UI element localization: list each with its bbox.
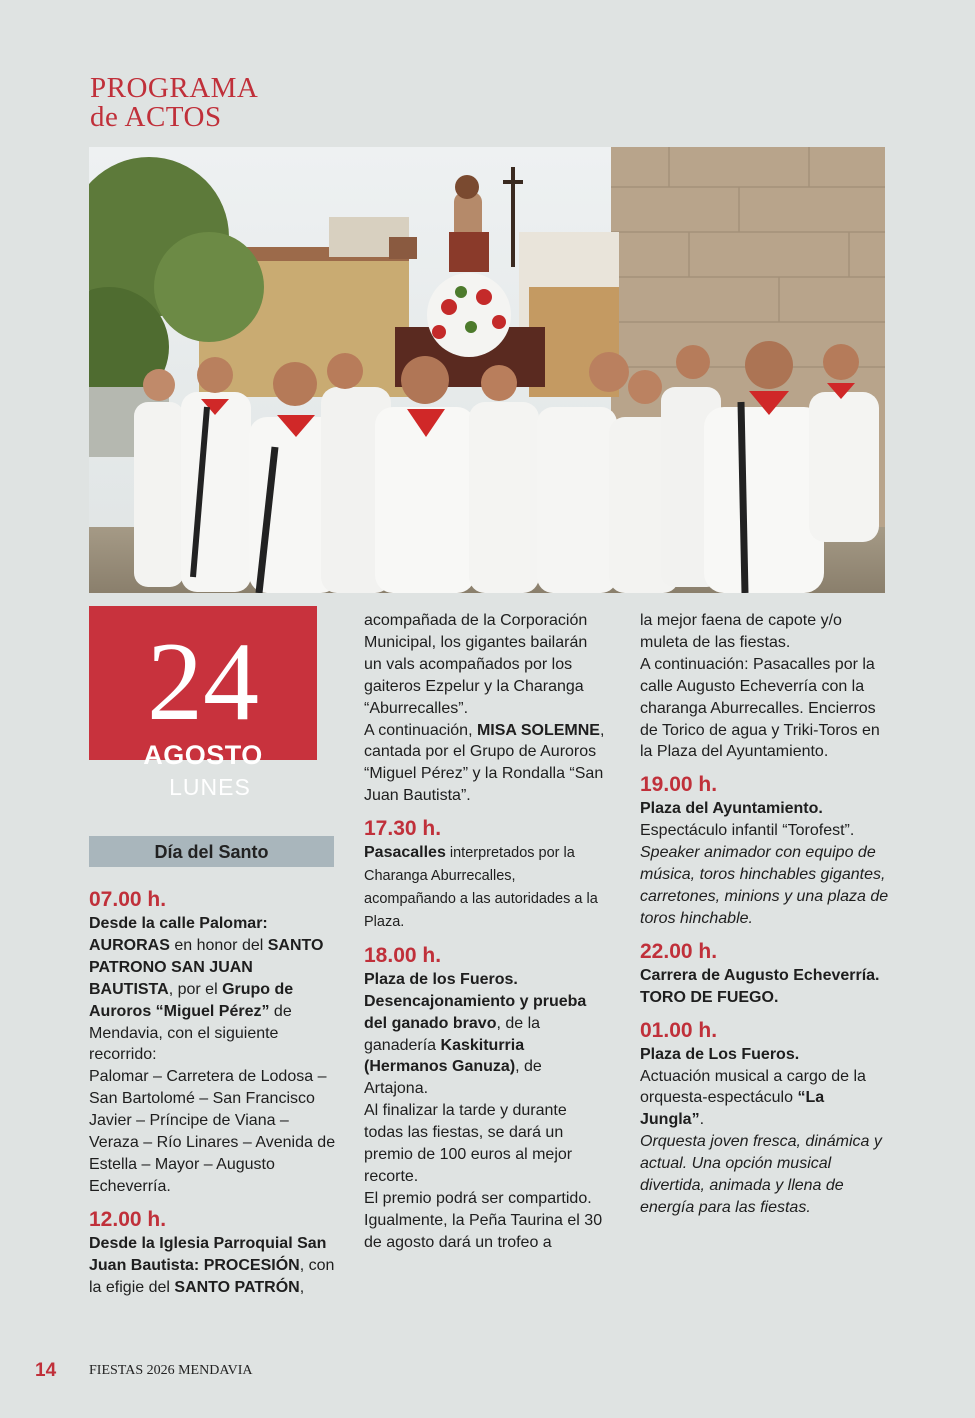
time-1730: 17.30 h. bbox=[364, 817, 442, 841]
time-0700: 07.00 h. bbox=[89, 888, 167, 911]
time-1900: 19.00 h. bbox=[640, 773, 718, 797]
column-3 bbox=[640, 610, 890, 1219]
event-1200-continued: acompañada de la Corporación Municipal, los gigantes bailarán un vals acompañados por los gaiteros Ezpelur y la Charanga “Aburrecalles”. A continuación, MISA SOLEMNE, cantada por el Grupo de Auroros “Miguel Pérez” y la Rondalla “San Juan Bautista”. bbox=[364, 612, 605, 805]
column-2 bbox=[364, 610, 609, 1254]
time-2200: 22.00 h. bbox=[640, 939, 718, 963]
event-1200: Desde la Iglesia Parroquial San Juan Bautista: PROCESIÓN, con la efigie del SANTO PATRÓN, bbox=[89, 1234, 335, 1296]
date-weekday: LUNES bbox=[169, 774, 251, 800]
event-0100: Plaza de Los Fueros. Actuación musical a cargo de la orquesta-espectáculo “La Jungla”. Orquesta joven fresca, dinámica y actual. Una opción musical divertida, animada y llena de energía para las fiestas. bbox=[640, 1045, 882, 1216]
date-month: AGOSTO bbox=[143, 740, 263, 770]
column-1 bbox=[89, 887, 339, 1299]
event-0700: Desde la calle Palomar: AURORAS en honor del SANTO PATRONO SAN JUAN BAUTISTA, por el Grupo de Auroros “Miguel Pérez” de Mendavia, con el siguiente recorrido: Palomar – Carretera de Lodosa – San Bartolomé – San Francisco Javier – Príncipe de Viana – Veraza – Río Linares – Avenida de Estella – Mayor – Augusto Echeverría. bbox=[89, 915, 336, 1195]
day-label-band: Día del Santo bbox=[89, 836, 334, 867]
event-1900: Plaza del Ayuntamiento. Espectáculo infantil “Torofest”. Speaker animador con equipo de música, toros hinchables gigantes, carretones, minions y una plaza de toros hinchable. bbox=[640, 800, 889, 927]
procession-photo bbox=[89, 147, 885, 593]
page-number: 14 bbox=[35, 1360, 57, 1381]
footer-text: FIESTAS 2026 MENDAVIA bbox=[89, 1363, 253, 1378]
event-1800: Plaza de los Fueros. Desencajonamiento y prueba del ganado bravo, de la ganadería Kaskiturria (Hermanos Ganuza), de Artajona. Al finalizar la tarde y durante todas las fiestas, se dará un premio de 100 euros al mejor recorte. El premio podrá ser compartido. Igualmente, la Peña Taurina el 30 de agosto dará un trofeo a bbox=[364, 970, 603, 1251]
event-2200: Carrera de Augusto Echeverría. TORO DE FUEGO. bbox=[640, 966, 880, 1006]
time-0100: 01.00 h. bbox=[640, 1018, 718, 1042]
time-1200: 12.00 h. bbox=[89, 1207, 167, 1231]
title-line-2: de ACTOS bbox=[90, 101, 222, 133]
time-1800: 18.00 h. bbox=[364, 943, 442, 967]
event-1800-continued: la mejor faena de capote y/o muleta de las fiestas. A continuación: Pasacalles por la calle Augusto Echeverría con la charanga Aburrecalles. Encierros de Torico de agua y Triki-Toros en la Plaza del Ayuntamiento. bbox=[640, 612, 880, 761]
event-1730: Pasacalles interpretados por la Charanga Aburrecalles, acompañando a las autoridades a la Plaza. bbox=[364, 844, 598, 930]
page-title bbox=[90, 74, 258, 132]
date-day: 24 bbox=[147, 620, 259, 744]
title-line-1: PROGRAMA bbox=[90, 72, 259, 104]
